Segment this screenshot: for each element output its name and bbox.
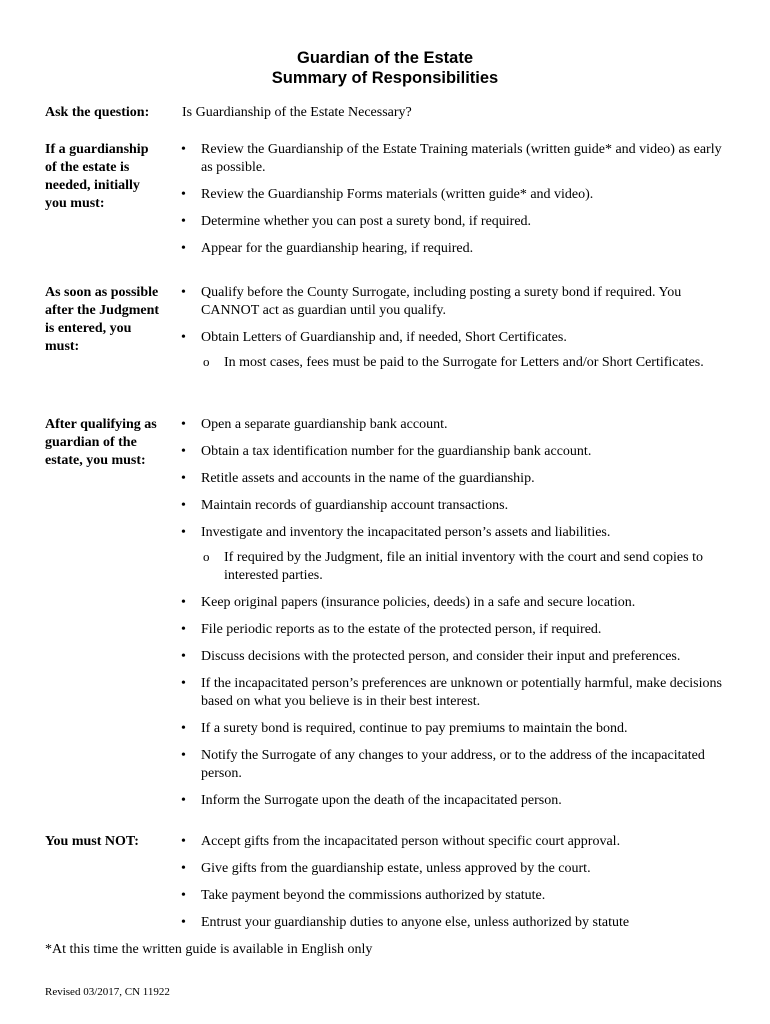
section-label: After qualifying as guardian of the estate, you must: (45, 417, 157, 468)
list-item (182, 329, 727, 372)
list-item: • Review the Guardianship of the Estate Training materials (written guide* and video) as early as possible. (182, 141, 727, 177)
list-item: • Maintain records of guardianship account transactions. (182, 497, 727, 515)
list-item: • Accept gifts from the incapacitated person without specific court approval. (182, 833, 727, 851)
list-item: • Retitle assets and accounts in the name of the guardianship. (182, 470, 727, 488)
list-item: • Give gifts from the guardianship estate, unless approved by the court. (182, 860, 727, 878)
list-item: • Determine whether you can post a surety bond, if required. (182, 213, 727, 231)
list-item (182, 524, 727, 585)
bullet-list (182, 141, 727, 267)
list-item: • If a surety bond is required, continue to pay premiums to maintain the bond. (182, 720, 727, 738)
section-label: You must NOT: (45, 834, 139, 849)
list-item: • Appear for the guardianship hearing, if required. (182, 240, 727, 258)
title-line-1: Guardian of the Estate (296, 49, 474, 67)
list-item: • Take payment beyond the commissions authorized by statute. (182, 887, 727, 905)
list-item-text: Obtain Letters of Guardianship and, if needed, Short Certificates. (201, 330, 567, 345)
list-item: • Qualify before the County Surrogate, including posting a surety bond if required. You CANNOT act as guardian until you qualify. (182, 284, 727, 320)
sub-list-item: o In most cases, fees must be paid to the Surrogate for Letters and/or Short Certificates. (201, 354, 727, 372)
section-label: If a guardianship of the estate is needed, initially you must: (45, 142, 149, 211)
bullet-list (182, 833, 727, 941)
list-item: • If the incapacitated person’s preferences are unknown or potentially harmful, make decisions based on what you believe is in their best interest. (182, 675, 727, 711)
list-item: • Review the Guardianship Forms materials (written guide* and video). (182, 186, 727, 204)
list-item: • Discuss decisions with the protected person, and consider their input and preferences. (182, 648, 727, 666)
document-title (0, 48, 770, 88)
list-item: • Inform the Surrogate upon the death of the incapacitated person. (182, 792, 727, 810)
sub-list (201, 354, 727, 372)
list-item: • Keep original papers (insurance policies, deeds) in a safe and secure location. (182, 594, 727, 612)
sub-list-item: o If required by the Judgment, file an initial inventory with the court and send copies to interested parties. (201, 549, 727, 585)
ask-question-label: Ask the question: (45, 105, 150, 120)
bullet-list (182, 284, 727, 381)
list-item: • Notify the Surrogate of any changes to your address, or to the address of the incapacitated person. (182, 747, 727, 783)
sub-list (201, 549, 727, 585)
bullet-list (182, 416, 727, 819)
footnote: *At this time the written guide is available in English only (45, 942, 373, 957)
ask-question-text: Is Guardianship of the Estate Necessary? (182, 105, 412, 120)
title-line-2: Summary of Responsibilities (271, 69, 499, 87)
list-item: • Open a separate guardianship bank account. (182, 416, 727, 434)
list-item: • File periodic reports as to the estate of the protected person, if required. (182, 621, 727, 639)
section-label: As soon as possible after the Judgment is entered, you must: (45, 285, 160, 354)
list-item: • Obtain a tax identification number for the guardianship bank account. (182, 443, 727, 461)
list-item: • Entrust your guardianship duties to anyone else, unless authorized by statute (182, 914, 727, 932)
revision-note: Revised 03/2017, CN 11922 (45, 986, 170, 998)
list-item-text: Investigate and inventory the incapacitated person’s assets and liabilities. (201, 525, 611, 540)
